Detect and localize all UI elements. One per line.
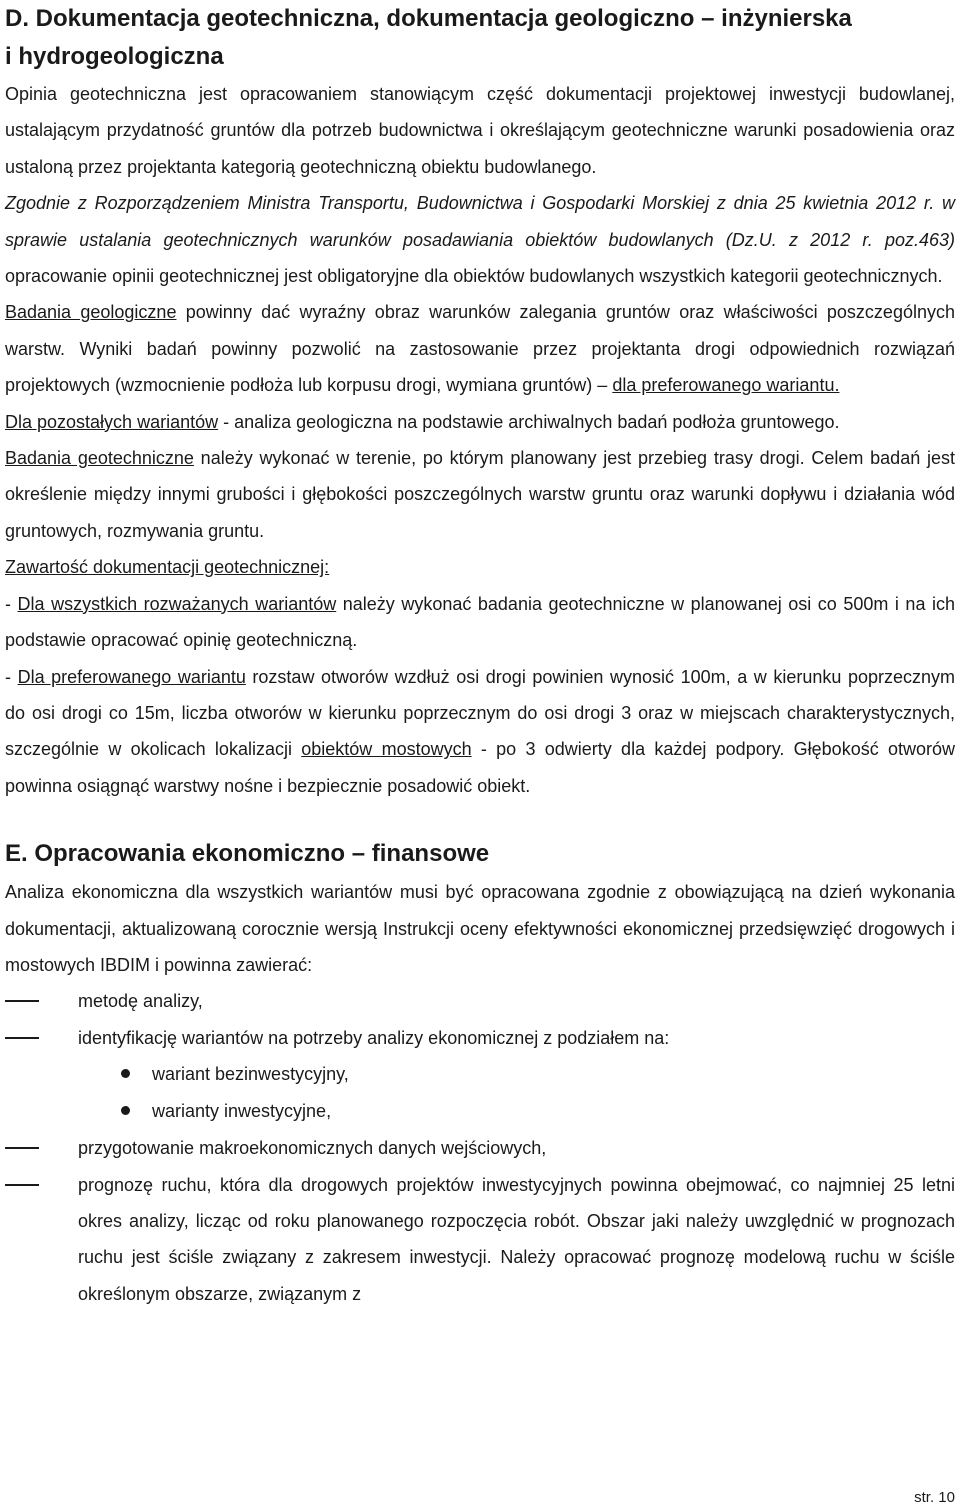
bullet-icon — [121, 1106, 130, 1115]
list-item — [5, 1167, 955, 1313]
sublist-item — [5, 1093, 955, 1130]
paragraph-badania-geologiczne — [5, 294, 955, 403]
paragraph-wszystkie-warianty — [5, 586, 955, 659]
dash-marker — [5, 1184, 39, 1186]
list-item-text: przygotowanie makroekonomicznych danych wejściowych, — [78, 1138, 547, 1159]
badania-geotechniczne-term: Badania geotechniczne — [5, 448, 194, 469]
sublist-item-text: wariant bezinwestycyjny, — [152, 1064, 349, 1085]
paragraph-badania-geotechniczne — [5, 440, 955, 549]
list-item — [5, 1020, 955, 1056]
analiza-contents-list-cont — [5, 1130, 955, 1312]
warianty-sublist — [5, 1056, 955, 1130]
regulation-citation: Zgodnie z Rozporządzeniem Ministra Transportu, Budownictwa i Gospodarki Morskiej z dnia 25 kwietnia 2012 r. w sprawie ustalania geotechnicznych warunków posadawiania obiektów budowlanych (Dz.U. z 2012 r. poz.463) — [5, 193, 955, 250]
paragraph-badania-geologiczne-text: powinny dać wyraźny obraz warunków zalegania gruntów oraz właściwości poszczególnych warstw. Wyniki badań powinny pozwolić na zastosowanie przez projektanta drogi odpowiednich rozwiązań projektowych (wzmocnienie podłoża lub korpusu drogi, wymiana gruntów) – — [5, 302, 955, 396]
wszystkie-warianty-term: Dla wszystkich rozważanych wariantów — [17, 593, 337, 614]
paragraph-preferowany-wariant-text: rozstaw otworów wzdłuż osi drogi powinien wynosić 100m, a w kierunku poprzecznym do osi drogi co 15m, liczba otworów w kierunku poprzecznym do osi drogi 3 oraz w miejscach charakterystycznych, szczególnie w okolicach lokalizacji — [5, 666, 956, 760]
dash-marker — [5, 1000, 39, 1002]
pozostale-warianty-term: Dla pozostałych wariantów — [5, 411, 219, 432]
paragraph-analiza-ekonomiczna — [5, 874, 955, 983]
paragraph-pozostale-warianty-text: - analiza geologiczna na podstawie archiwalnych badań podłoża gruntowego. — [218, 411, 840, 432]
paragraph-opinia-text: Opinia geotechniczna jest opracowaniem stanowiącym część dokumentacji projektowej inwestycji budowlanej, ustalającym przydatność gruntów dla potrzeb budownictwa i określającym geotechniczne warunki posadowienia oraz ustaloną przez projektanta kategorią geotechniczną obiektu budowlanego. — [5, 84, 955, 177]
list-item-text: identyfikację wariantów na potrzeby analizy ekonomicznej z podziałem na: — [78, 1027, 670, 1048]
section-d-heading-line2: i hydrogeologiczna — [5, 43, 224, 70]
list-item-text: metodę analizy, — [78, 991, 203, 1012]
preferowany-wariant-term: dla preferowanego wariantu. — [612, 375, 840, 396]
list-dash-marker: - — [5, 593, 18, 614]
paragraph-pozostale-warianty — [5, 404, 955, 440]
section-d-heading-line1: D. Dokumentacja geotechniczna, dokumentacja geologiczno – inżynierska — [5, 5, 852, 32]
paragraph-analiza-ekonomiczna-text: Analiza ekonomiczna dla wszystkich wariantów musi być opracowana zgodnie z obowiązującą na dzień wykonania dokumentacji, aktualizowaną corocznie wersją Instrukcji oceny efektywności ekonomicznej przedsięwzięć drogowych i mostowych IBDIM i powinna zawierać: — [5, 882, 955, 975]
badania-geologiczne-term: Badania geologiczne — [5, 302, 177, 323]
obiekty-mostowe-term: obiektów mostowych — [301, 739, 472, 760]
paragraph-zawartosc-heading — [5, 549, 955, 585]
list-item — [5, 1130, 955, 1166]
list-dash-marker: - — [5, 666, 18, 687]
dash-marker — [5, 1037, 39, 1039]
section-d-heading — [5, 0, 955, 76]
bullet-icon — [121, 1069, 130, 1078]
paragraph-preferowany-wariant — [5, 659, 955, 805]
page-number: str. 10 — [914, 1489, 955, 1506]
paragraph-wszystkie-warianty-text: należy wykonać badania geotechniczne w planowanej osi co 500m i na ich podstawie opracować opinię geotechniczną. — [5, 593, 955, 651]
paragraph-rozporzadzenie — [5, 185, 955, 294]
paragraph-opinia — [5, 76, 955, 185]
document-page — [5, 0, 955, 1312]
list-item-text: prognozę ruchu, która dla drogowych projektów inwestycyjnych powinna obejmować, co najmniej 25 letni okres analizy, licząc od roku planowanego rozpoczęcia robót. Obszar jaki należy uwzględnić w prognozach ruchu jest ściśle związany z zakresem inwestycji. Należy opracować prognozę modelową ruchu w ściśle określonym obszarze, związanym z — [78, 1174, 955, 1304]
preferowany-wariant-label: Dla preferowanego wariantu — [17, 666, 246, 687]
dash-marker — [5, 1147, 39, 1149]
section-e-heading: E. Opracowania ekonomiczno – finansowe — [5, 840, 490, 868]
paragraph-badania-geotechniczne-text: należy wykonać w terenie, po którym planowany jest przebieg trasy drogi. Celem badań jest określenie między innymi grubości i głębokości poszczególnych warstw gruntu oraz warunki dopływu i działania wód gruntowych, rozmywania gruntu. — [5, 448, 955, 541]
paragraph-rozporzadzenie-text: opracowanie opinii geotechnicznej jest obligatoryjne dla obiektów budowlanych wszystkich kategorii geotechnicznych. — [5, 266, 943, 287]
sublist-item — [5, 1056, 955, 1093]
zawartosc-dokumentacji-title: Zawartość dokumentacji geotechnicznej: — [5, 557, 330, 578]
analiza-contents-list — [5, 983, 955, 1056]
paragraph-preferowany-wariant-end: - po 3 odwierty dla każdej podpory. Głębokość otworów powinna osiągnąć warstwy nośne i bezpiecznie posadowić obiekt. — [5, 739, 956, 796]
list-item — [5, 983, 955, 1019]
sublist-item-text: warianty inwestycyjne, — [152, 1101, 332, 1122]
